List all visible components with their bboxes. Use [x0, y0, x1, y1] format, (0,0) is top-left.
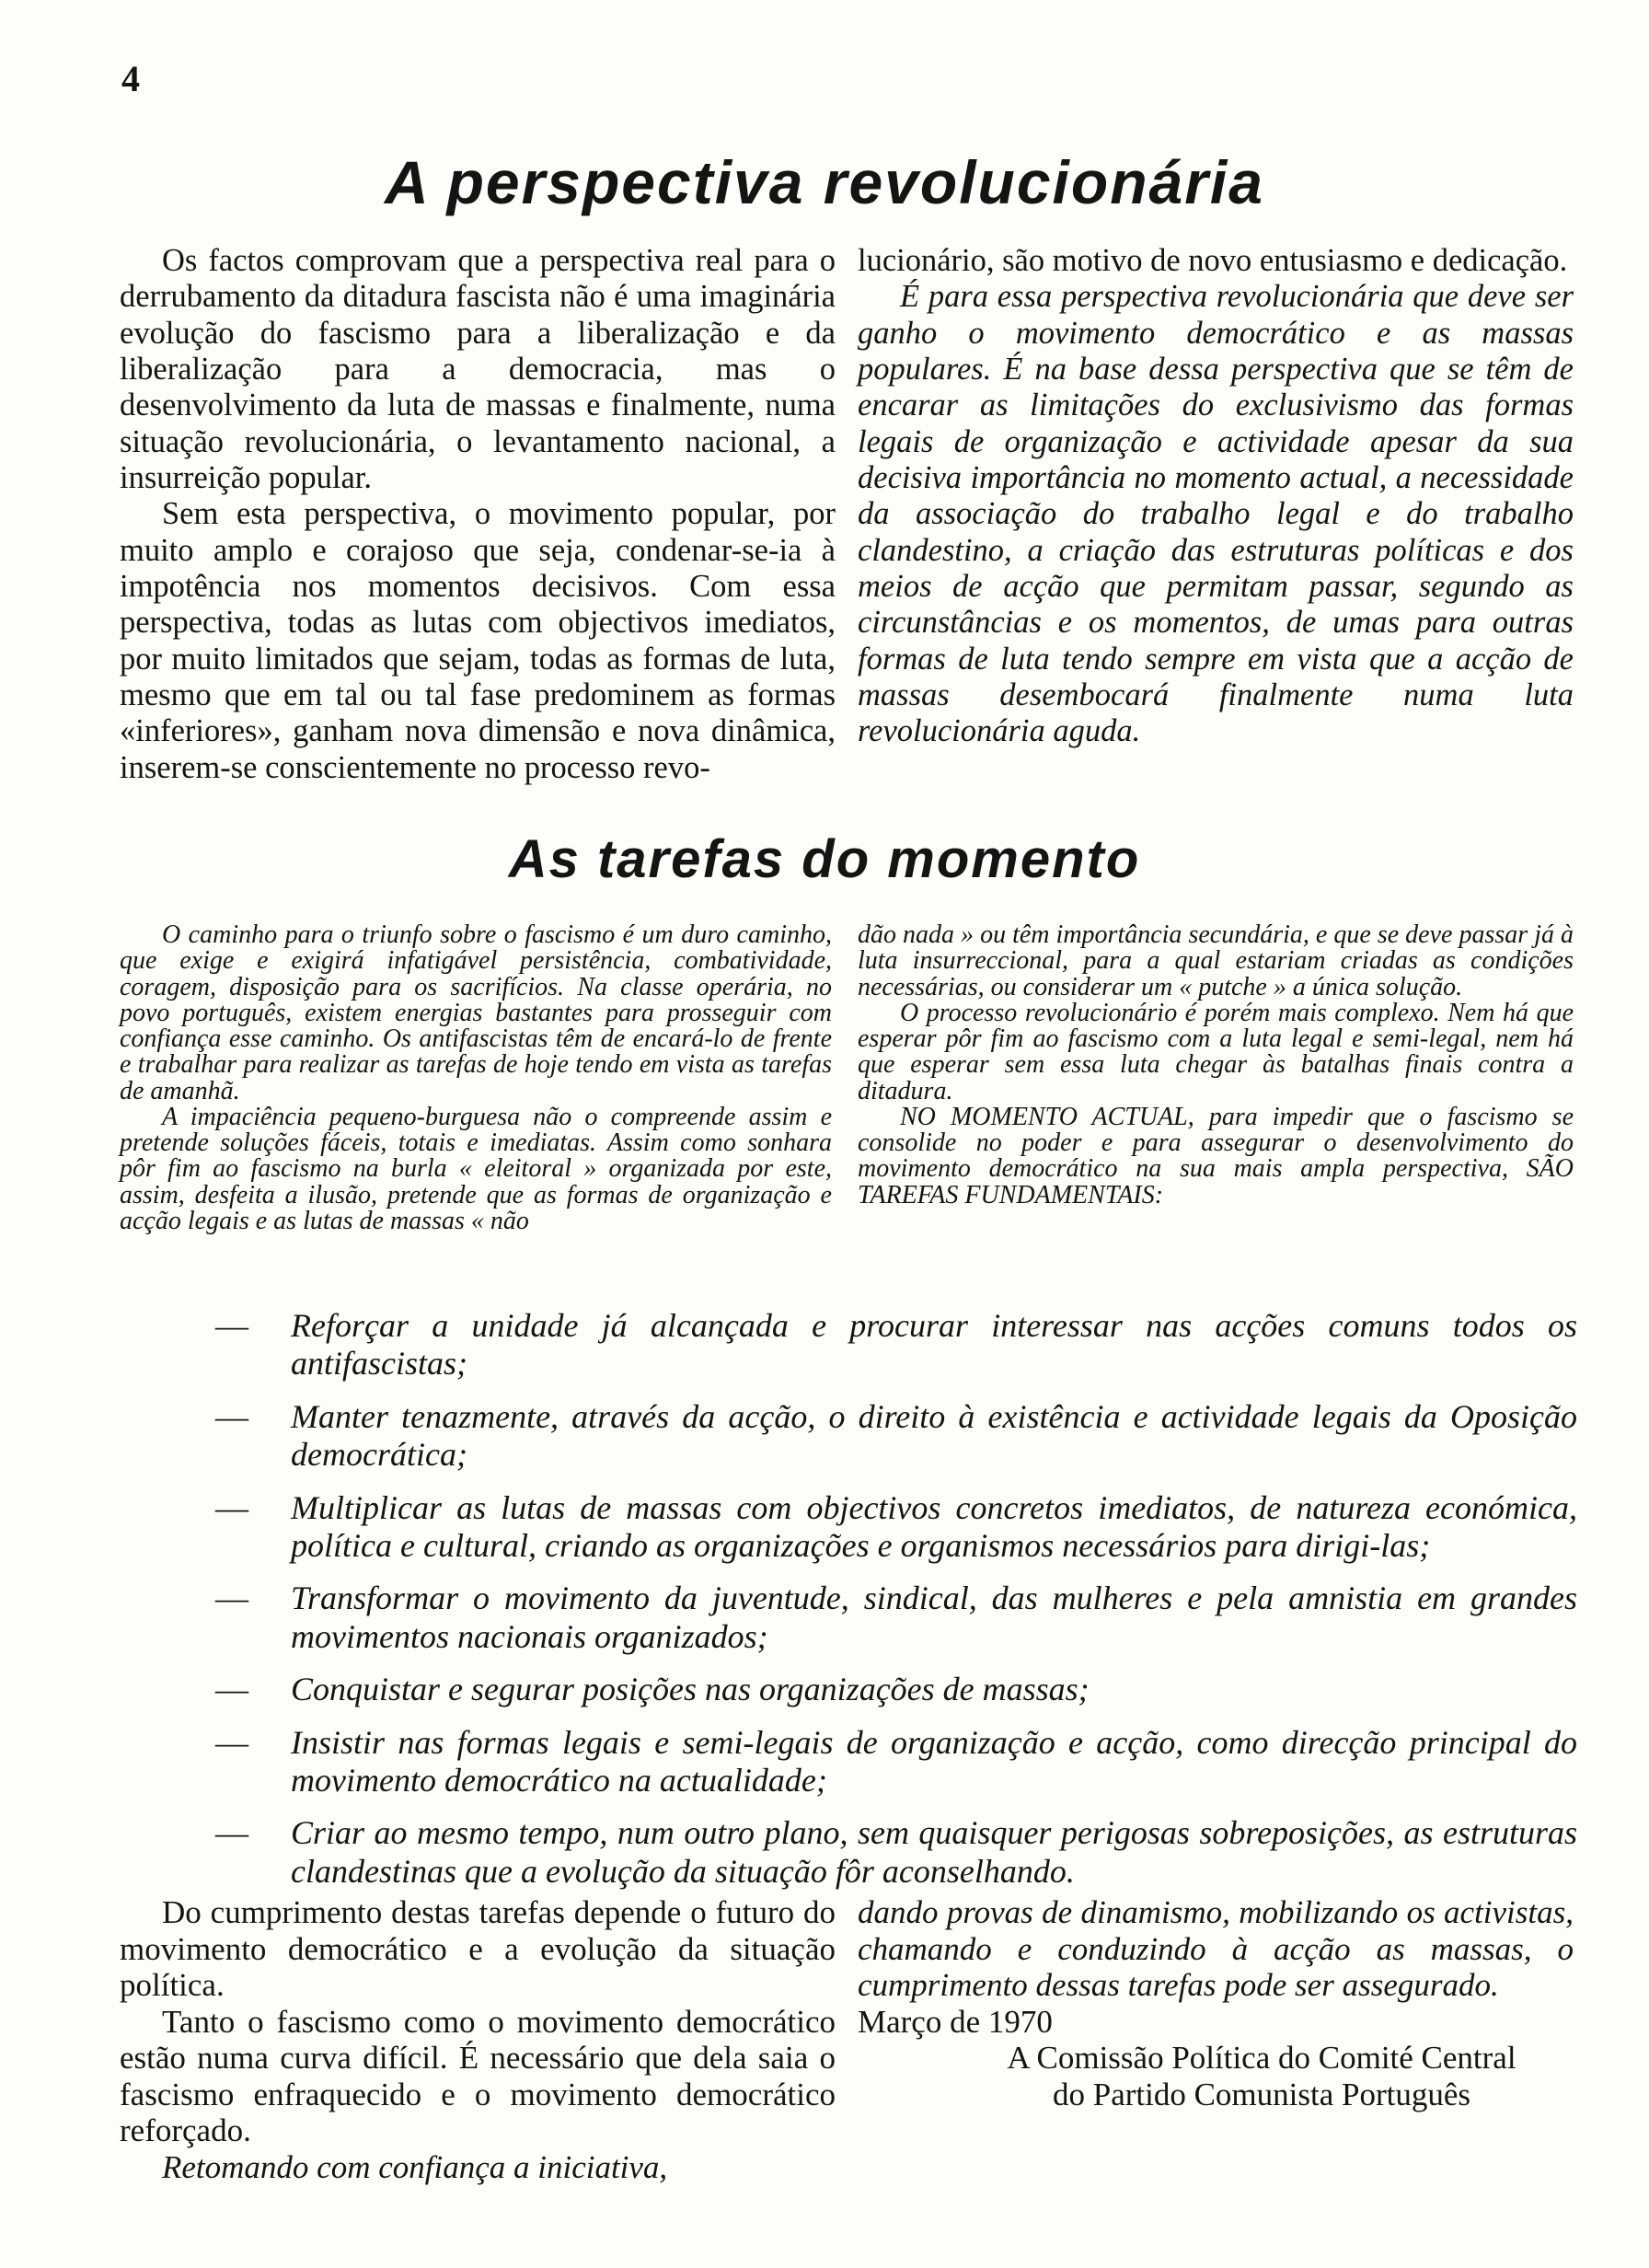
paragraph: O caminho para o triunfo sobre o fascismo é um duro caminho, que exige e exigirá infatigável persistência, combatividade, coragem, disposição para os sacrifícios. Na classe operária, no povo português, existem energias bastantes para prosseguir com confiança esse caminho. Os antifascistas têm de encará-lo de frente e trabalhar para realizar as tarefas de hoje tendo em vista as tarefas de amanhã.: [120, 920, 832, 1105]
section1-right-column: [858, 243, 1574, 750]
task-text: Multiplicar as lutas de massas com objectivos concretos imediatos, de natureza económica, política e cultural, criando as organizações e organismos necessários para dirigi-las;: [291, 1488, 1577, 1564]
paragraph: lucionário, são motivo de novo entusiasmo e dedicação.: [858, 243, 1568, 278]
paragraph: O processo revolucionário é porém mais complexo. Nem há que esperar pôr fim ao fascismo com a luta legal e semi-legal, nem há que esperar sem essa luta chegar às batalhas finais contra a ditadura.: [858, 998, 1574, 1105]
task-text: Criar ao mesmo tempo, num outro plano, sem quaisquer perigosas sobreposições, as estruturas clandestinas que a evolução da situação fôr aconselhando.: [291, 1814, 1577, 1890]
conclusion-right-column: [858, 1894, 1574, 2112]
paragraph-italic: dando provas de dinamismo, mobilizando os activistas, chamando e conduzindo à acção as massas, o cumprimento dessas tarefas pode ser assegurado.: [858, 1894, 1574, 2004]
paragraph: Os factos comprovam que a perspectiva real para o derrubamento da ditadura fascista não é uma imaginária evolução do fascismo para a liberalização e da liberalização para a democracia, mas o desenvolvimento da luta de massas e finalmente, numa situação revolucionária, o levantamento nacional, a insurreição popular.: [120, 243, 836, 495]
section2-left-column: [120, 922, 832, 1234]
task-item: [215, 1814, 1577, 1891]
paragraph: Tanto o fascismo como o movimento democrático estão numa curva difícil. É necessário que dela saia o fascismo enfraquecido e o movimento democrático reforçado.: [120, 2003, 836, 2149]
task-text: Transformar o movimento da juventude, sindical, das mulheres e pela amnistia em grandes movimentos nacionais organizados;: [291, 1580, 1577, 1655]
dash-bullet: —: [215, 1488, 248, 1526]
dash-bullet: —: [215, 1723, 248, 1761]
section-title-tasks-of-the-moment: As tarefas do momento: [508, 829, 1141, 889]
paragraph: Do cumprimento destas tarefas depende o futuro do movimento democrático e a evolução da situação política.: [120, 1894, 836, 2004]
page-number: 4: [121, 58, 140, 99]
conclusion-left-column: [120, 1894, 836, 2185]
task-item: [215, 1488, 1577, 1566]
tasks-list: [215, 1307, 1577, 1905]
dash-bullet: —: [215, 1307, 248, 1344]
dash-bullet: —: [215, 1671, 248, 1708]
paragraph: NO MOMENTO ACTUAL, para impedir que o fascismo se consolide no poder e para assegurar o desenvolvimento do movimento democrático na sua mais ampla perspectiva, SÃO TAREFAS FUNDAMENTAIS:: [858, 1102, 1574, 1209]
dash-bullet: —: [215, 1814, 248, 1852]
dash-bullet: —: [215, 1580, 248, 1617]
paragraph: Sem esta perspectiva, o movimento popular, por muito amplo e corajoso que seja, condenar-se-ia à impotência nos momentos decisivos. Com essa perspectiva, todas as lutas com objectivos imediatos, por muito limitados que sejam, todas as formas de luta, mesmo que em tal ou tal fase predominem as formas «inferiores», ganham nova dimensão e nova dinâmica, inserem-se conscientemente no processo revo-: [120, 496, 836, 785]
section-title-revolutionary-perspective: A perspectiva revolucionária: [385, 148, 1264, 216]
paragraph-italic: É para essa perspectiva revolucionária que deve ser ganho o movimento democrático e as massas populares. É na base dessa perspectiva que se têm de encarar as limitações do exclusivismo das formas legais de organização e actividade apesar da sua decisiva importância no momento actual, a necessidade da associação do trabalho legal e do trabalho clandestino, a criação das estruturas políticas e dos meios de acção que permitam passar, segundo as circunstâncias e os momentos, de umas para outras formas de luta tendo sempre em vista que a acção de massas desembocará finalmente numa luta revolucionária aguda.: [858, 279, 1574, 749]
task-item: [215, 1397, 1577, 1475]
section1-left-column: [120, 243, 836, 786]
paragraph: dão nada » ou têm importância secundária, e que se deve passar já à luta insurreccional, para a qual estariam criadas as condições necessárias, ou considerar um « putche » a única solução.: [858, 920, 1574, 1001]
paragraph: A impaciência pequeno-burguesa não o compreende assim e pretende soluções fáceis, totais e imediatas. Assim como sonhara pôr fim ao fascismo na burla « eleitoral » organizada por este, assim, desfeita a ilusão, pretende que as formas de organização e acção legais e as lutas de massas « não: [120, 1102, 832, 1235]
dash-bullet: —: [215, 1397, 248, 1435]
task-item: [215, 1307, 1577, 1383]
task-text: Reforçar a unidade já alcançada e procurar interessar nas acções comuns todos os antifascistas;: [291, 1307, 1577, 1383]
signature-line: A Comissão Política do Comité Central: [1007, 2040, 1516, 2077]
task-text: Insistir nas formas legais e semi-legais de organização e acção, como direcção principal do movimento democrático na actualidade;: [291, 1723, 1577, 1799]
task-item: [215, 1580, 1577, 1656]
task-item: [215, 1723, 1577, 1800]
task-text: Manter tenazmente, através da acção, o direito à existência e actividade legais da Oposição democrática;: [291, 1397, 1577, 1474]
task-text: Conquistar e segurar posições nas organizações de massas;: [291, 1671, 1090, 1708]
task-item: [215, 1671, 1577, 1708]
date: Março de 1970: [858, 2003, 1053, 2040]
signature-line: do Partido Comunista Português: [1052, 2076, 1471, 2112]
paragraph-italic: Retomando com confiança a iniciativa,: [162, 2148, 668, 2185]
section2-right-column: [858, 922, 1574, 1209]
